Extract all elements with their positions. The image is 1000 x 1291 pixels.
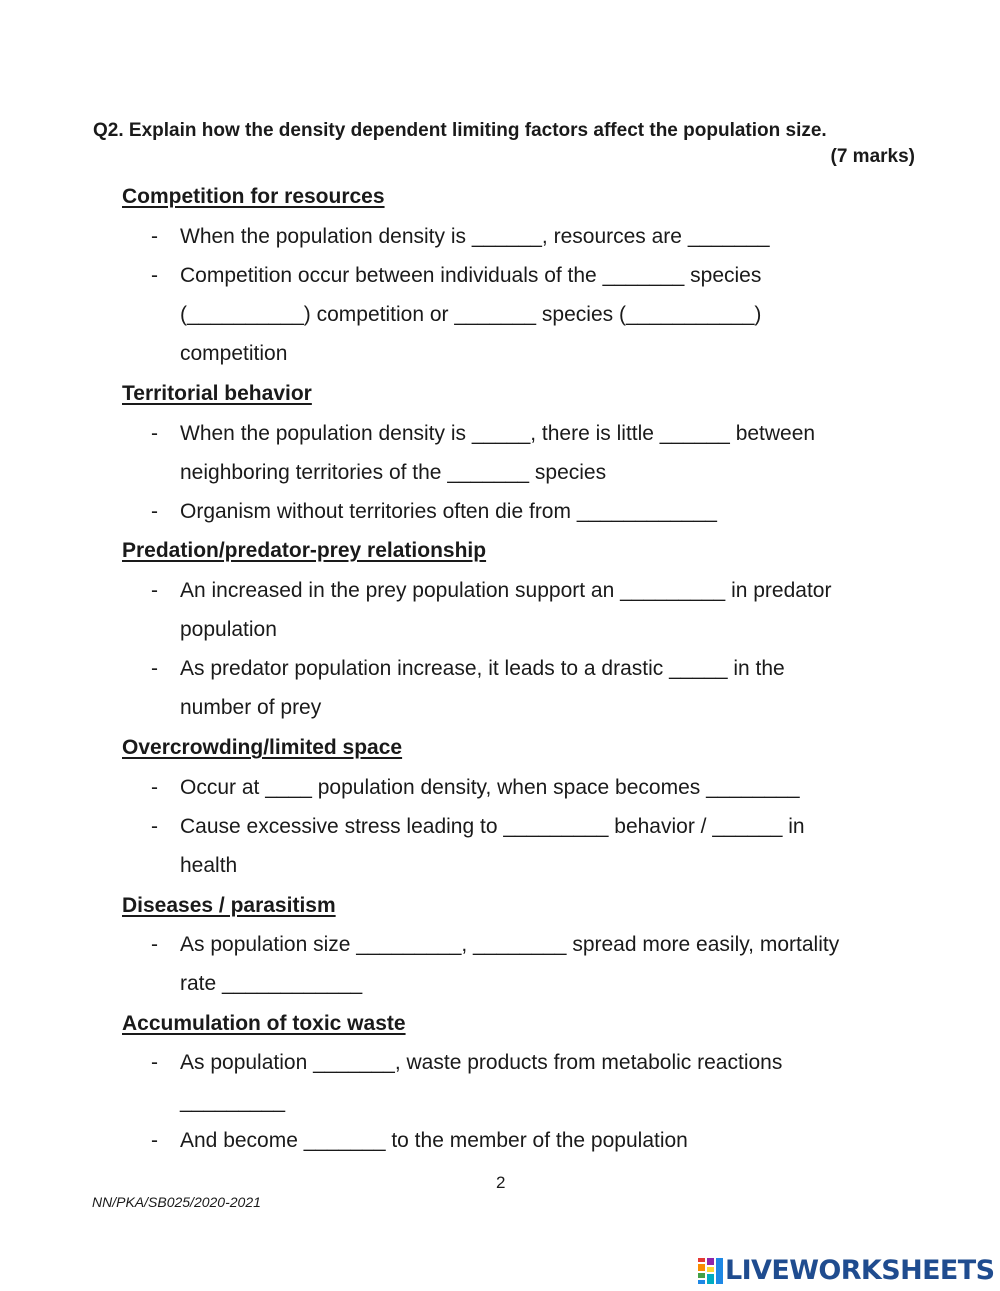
bullet-dash: - [151,815,158,838]
section-heading: Competition for resources [122,185,385,208]
fill-in-line: Occur at ____ population density, when space becomes ________ [180,776,800,799]
question-marks: (7 marks) [830,146,915,167]
section-heading: Overcrowding/limited space [122,736,403,759]
fill-in-line: competition [180,342,288,365]
section-heading: Predation/predator-prey relationship [122,539,487,562]
fill-in-line: And become _______ to the member of the population [180,1129,688,1152]
question-text: Q2. Explain how the density dependent limiting factors affect the population size. [93,120,827,141]
bullet-dash: - [151,657,158,680]
fill-in-line: number of prey [180,696,322,719]
fill-in-line: _________ [180,1090,286,1113]
bullet-dash: - [151,500,158,523]
fill-in-line: (__________) competition or _______ species (___________) [180,303,762,326]
fill-in-line: rate ____________ [180,972,363,995]
bullet-dash: - [151,579,158,602]
bullet-dash: - [151,225,158,248]
page-number: 2 [496,1173,506,1192]
fill-in-line: health [180,854,238,877]
liveworksheets-logo-icon [698,1258,723,1284]
fill-in-line: As population size _________, ________ spread more easily, mortality [180,933,840,956]
fill-in-line: Competition occur between individuals of the _______ species [180,264,762,287]
bullet-dash: - [151,264,158,287]
question-prompt [93,118,915,170]
bullet-dash: - [151,933,158,956]
fill-in-line: When the population density is _____, there is little ______ between [180,422,816,445]
fill-in-line: When the population density is ______, resources are _______ [180,225,770,248]
bullet-dash: - [151,1129,158,1152]
bullet-dash: - [151,776,158,799]
fill-in-line: Organism without territories often die from ____________ [180,500,717,523]
bullet-dash: - [151,422,158,445]
section-heading: Diseases / parasitism [122,894,336,917]
section-heading: Territorial behavior [122,382,312,405]
fill-in-line: neighboring territories of the _______ species [180,461,607,484]
fill-in-line: As population _______, waste products from metabolic reactions [180,1051,783,1074]
bullet-dash: - [151,1051,158,1074]
liveworksheets-brand [698,1256,994,1286]
section-heading: Accumulation of toxic waste [122,1012,406,1035]
fill-in-line: As predator population increase, it leads to a drastic _____ in the [180,657,785,680]
fill-in-line: population [180,618,277,641]
fill-in-line: Cause excessive stress leading to _________ behavior / ______ in [180,815,805,838]
document-code: NN/PKA/SB025/2020-2021 [92,1194,261,1210]
fill-in-line: An increased in the prey population support an _________ in predator [180,579,832,602]
liveworksheets-wordmark: LIVEWORKSHEETS [725,1255,995,1286]
